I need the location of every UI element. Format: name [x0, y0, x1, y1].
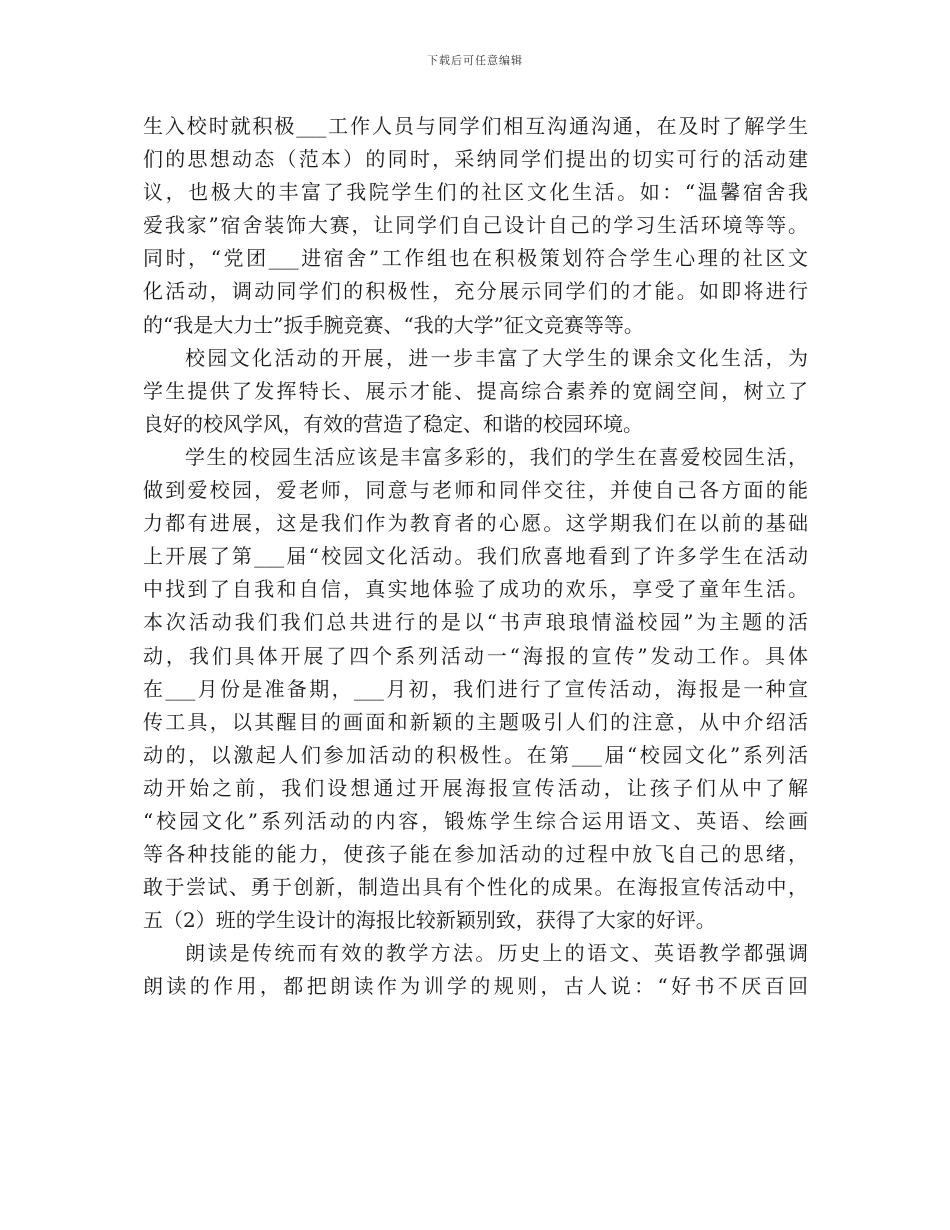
- text-line: 学生的校园生活应该是丰富多彩的，我们的学生在喜爱校园生活，: [185, 444, 808, 469]
- text-line: 化活动，调动同学们的积极性，充分展示同学们的才能。如即将进行: [143, 279, 808, 304]
- text-line: 校园文化活动的开展，进一步丰富了大学生的课余文化生活，为: [185, 345, 808, 370]
- text-line: 在___月份是准备期，___月初，我们进行了宣传活动，海报是一种宣: [143, 676, 808, 701]
- document-body: [143, 110, 808, 1004]
- text-line: 五（2）班的学生设计的海报比较新颖别致，获得了大家的好评。: [143, 908, 716, 933]
- text-line: 等各种技能的能力，使孩子能在参加活动的过程中放飞自己的思绪，: [143, 842, 808, 867]
- text-line: 中找到了自我和自信，真实地体验了成功的欢乐，享受了童年生活。: [143, 577, 808, 602]
- text-line: 动开始之前，我们设想通过开展海报宣传活动，让孩子们从中了解: [143, 775, 808, 800]
- page-header: 下载后可任意编辑: [427, 54, 523, 67]
- text-line: 朗读是传统而有效的教学方法。历史上的语文、英语教学都强调: [185, 941, 808, 966]
- text-line: 议，也极大的丰富了我院学生们的社区文化生活。如：“温馨宿舍我: [143, 180, 808, 205]
- text-line: 同时，“党团___进宿舍”工作组也在积极策划符合学生心理的社区文: [143, 246, 808, 271]
- text-line: “校园文化”系列活动的内容，锻炼学生综合运用语文、英语、绘画: [143, 808, 808, 833]
- paragraph-1: [143, 110, 808, 342]
- text-line: 生入校时就积极___工作人员与同学们相互沟通沟通，在及时了解学生: [143, 114, 808, 138]
- text-line: 动，我们具体开展了四个系列活动一“海报的宣传”发动工作。具体: [143, 643, 808, 668]
- text-line: 爱我家”宿舍装饰大赛，让同学们自己设计自己的学习生活环境等等。: [143, 213, 808, 238]
- text-line: 的“我是大力士”扳手腕竞赛、“我的大学”征文竞赛等等。: [143, 312, 644, 337]
- text-line: 上开展了第___届“校园文化活动。我们欣喜地看到了许多学生在活动: [143, 544, 808, 569]
- paragraph-4: [143, 937, 808, 1003]
- text-line: 朗读的作用，都把朗读作为训学的规则，古人说：“好书不厌百回: [143, 974, 808, 999]
- text-line: 传工具，以其醒目的画面和新颖的主题吸引人们的注意，从中介绍活: [143, 709, 808, 734]
- text-line: 本次活动我们我们总共进行的是以“书声琅琅情溢校园”为主题的活: [143, 610, 808, 635]
- text-line: 动的，以激起人们参加活动的积极性。在第___届“校园文化”系列活: [143, 742, 808, 767]
- text-line: 做到爱校园，爱老师，同意与老师和同伴交往，并使自己各方面的能: [143, 478, 808, 503]
- text-line: 学生提供了发挥特长、展示才能、提高综合素养的宽阔空间，树立了: [143, 378, 808, 403]
- paragraph-3: [143, 441, 808, 937]
- text-line: 们的思想动态（范本）的同时，采纳同学们提出的切实可行的活动建: [143, 147, 808, 172]
- text-line: 良好的校风学风，有效的营造了稳定、和谐的校园环境。: [143, 411, 643, 436]
- text-line: 力都有进展，这是我们作为教育者的心愿。这学期我们在以前的基础: [143, 511, 808, 536]
- text-line: 敢于尝试、勇于创新，制造出具有个性化的成果。在海报宣传活动中，: [143, 875, 808, 900]
- paragraph-2: [143, 342, 808, 441]
